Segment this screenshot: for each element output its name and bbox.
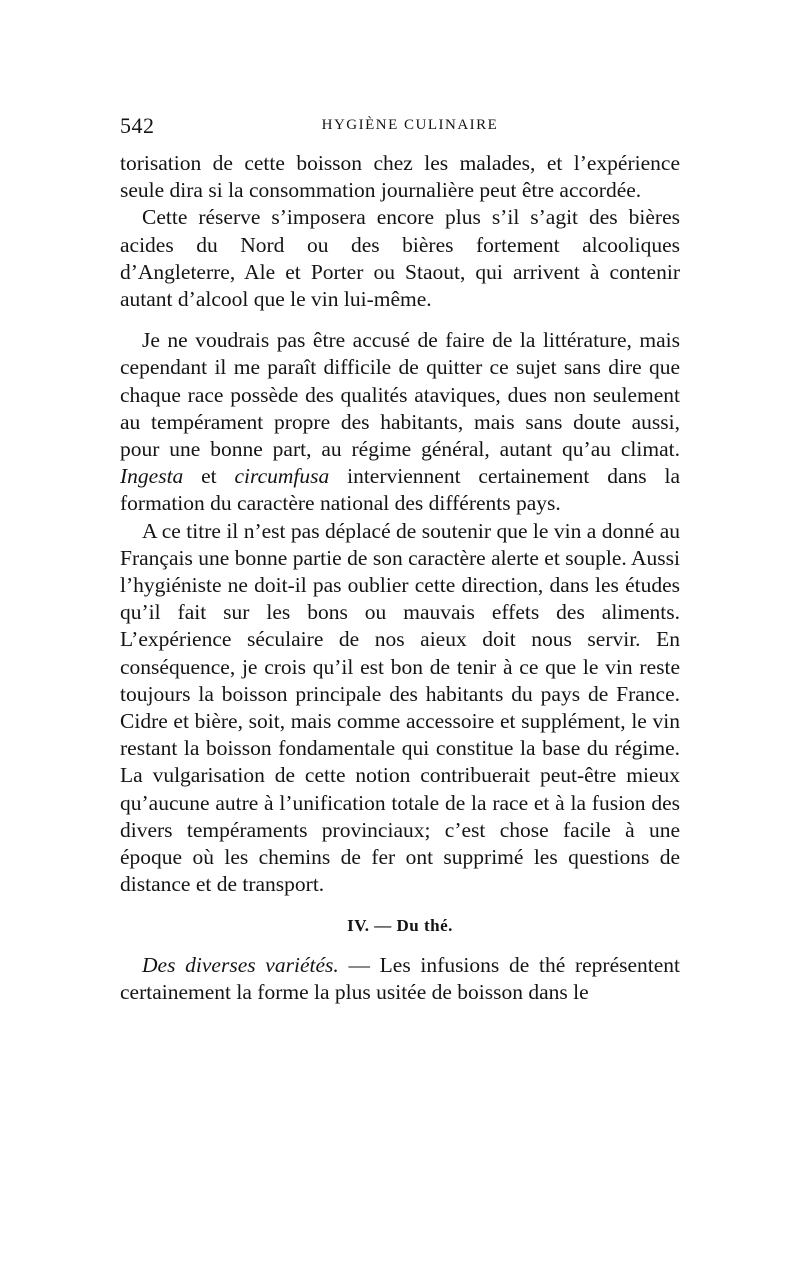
italic-term-ingesta: Ingesta <box>120 464 184 489</box>
paragraph-the <box>120 952 680 1006</box>
paragraph-the-text: — Les infusions de thé représentent certainement la forme la plus usitée de boisson dans le <box>120 952 681 1004</box>
paragraph-litterature <box>120 327 680 517</box>
section-heading: IV. — Du thé. <box>347 916 453 936</box>
conjunction-text: et <box>201 464 217 489</box>
section-subheading: Des diverses variétés. <box>142 952 339 977</box>
paragraph-litterature-text: Je ne voudrais pas être accusé de faire de la littérature, mais cependant il me paraît difficile de quitter ce sujet sans dire que chaque race possède des qualités ataviques, dues non seulement au tempérament propre des habitants, mais sans doute aussi, pour une bonne part, au régime général, autant qu’au climat. <box>120 328 680 462</box>
paragraph-litterature-tail: interviennent certainement dans la formation du caractère national des différents pays. <box>120 464 681 516</box>
paragraph-vin: A ce titre il n’est pas déplacé de soutenir que le vin a donné au Français une bonne partie de son caractère alerte et souple. Aussi l’hygiéniste ne doit-il pas oublier cette direction, dans les études qu’il fait sur les bons ou mauvais effets des aliments. L’expérience séculaire de nos aieux doit nous servir. En conséquence, je crois qu’il est bon de tenir à ce que le vin reste toujours la boisson principale des habitants du pays de France. Cidre et bière, soit, mais comme accessoire et supplément, le vin restant la boisson fondamentale qui constitue la base du régime. La vulgarisation de cette notion contribuerait peut-être mieux qu’aucune autre à l’unification totale de la race et à la fusion des divers tempéraments provinciaux; c’est chose facile à une époque où les chemins de fer ont supprimé les questions de distance et de transport. <box>120 518 680 897</box>
page-header <box>120 113 680 139</box>
running-title: HYGIÈNE CULINAIRE <box>321 117 499 133</box>
body-text <box>120 150 680 1006</box>
paragraph-bieres: Cette réserve s’imposera encore plus s’il s’agit des bières acides du Nord ou des bières fortement alcooliques d’Angleterre, Ale et Porter ou Staout, qui arrivent à contenir autant d’alcool que le vin lui-même. <box>120 205 680 312</box>
italic-term-circumfusa: circumfusa <box>234 464 330 489</box>
page-number: 542 <box>120 113 155 138</box>
paragraph-continuation: torisation de cette boisson chez les malades, et l’expérience seule dira si la consommation journalière peut être accordée. <box>120 151 680 203</box>
